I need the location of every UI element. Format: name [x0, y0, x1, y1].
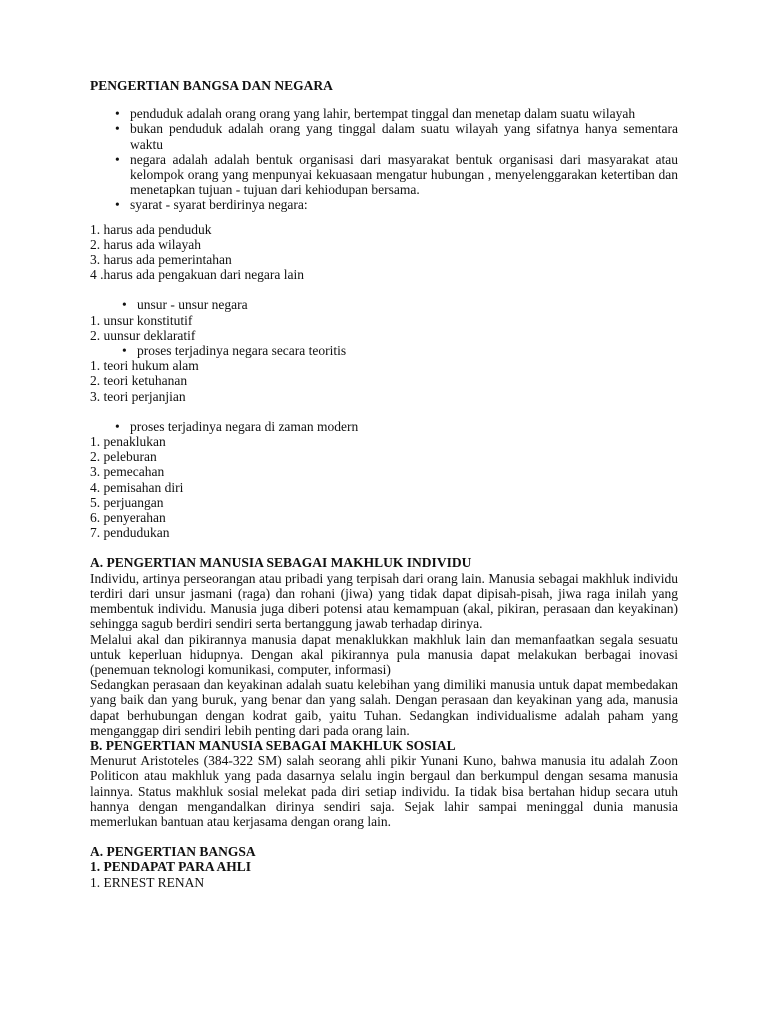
list-item: 1. teori hukum alam — [90, 358, 199, 374]
subsection-heading: 1. PENDAPAT PARA AHLI — [90, 859, 252, 875]
section-heading: A. PENGERTIAN BANGSA — [90, 844, 256, 860]
section-heading: B. PENGERTIAN MANUSIA SEBAGAI MAKHLUK SOSIAL — [90, 737, 456, 753]
list-item: 1. ERNEST RENAN — [90, 874, 205, 890]
list-item: 1. unsur konstitutif — [90, 312, 193, 328]
bullet-item: • proses terjadinya negara di zaman modern — [115, 418, 359, 434]
bullet-icon: • — [115, 197, 120, 213]
bullet-item: • penduduk adalah orang orang yang lahir, bertempat tinggal dan menetap dalam suatu wilayah — [115, 106, 636, 122]
list-item: 4 .harus ada pengakuan dari negara lain — [90, 267, 305, 283]
list-item: 3. teori perjanjian — [90, 388, 186, 404]
bullet-item: • syarat - syarat berdirinya negara: — [115, 197, 308, 213]
bullet-icon: • — [115, 151, 120, 167]
bullet-item: • proses terjadinya negara secara teoritis — [122, 343, 347, 359]
paragraph: Menurut Aristoteles (384-322 SM) salah seorang ahli pikir Yunani Kuno, bahwa manusia itu adalah Zoon Politicon atau makhluk yang pada dasarnya selalu ingin bergaul dan berkumpul dengan sesama manusia lainnya. Status makhluk sosial melekat pada diri setiap individu. Ia tidak bisa bertahan hidup secara utuh hannya dengan mengandalkan dirinya sendiri saja. Sejak lahir sampai meninggal dunia manusia memerlukan bantuan atau kerjasama dengan orang lain. — [90, 753, 678, 829]
bullet-item: • unsur - unsur negara — [122, 297, 248, 313]
bullet-icon: • — [115, 418, 120, 434]
list-item: 2. teori ketuhanan — [90, 373, 188, 389]
list-item: 2. harus ada wilayah — [90, 236, 201, 252]
bullet-item: • negara adalah adalah bentuk organisasi dari masyarakat bentuk organisasi dari masyarakat atau kelompok orang yang menpunyai kekuasaan mengatur hubungan , menyelenggarakan ketertiban dan menetapkan tujuan - tujuan dari kehiodupan bersama. — [115, 151, 678, 198]
list-item: 3. harus ada pemerintahan — [90, 252, 232, 268]
list-item: 1. penaklukan — [90, 434, 166, 450]
list-item: 3. pemecahan — [90, 464, 165, 480]
paragraph: Sedangkan perasaan dan keyakinan adalah suatu kelebihan yang dimiliki manusia untuk dapat membedakan yang baik dan yang buruk, yang benar dan yang salah. Dengan perasaan dan keyakinan yang ada, manusia dapat berhubungan dengan kodrat gaib, yaitu Tuhan. Sedangkan individualisme adalah paham yang menganggap diri sendiri lebih penting dari pada orang lain. — [90, 677, 678, 738]
bullet-icon: • — [115, 121, 120, 137]
document-page — [90, 78, 678, 890]
list-item: 2. peleburan — [90, 449, 157, 465]
bullet-item: • bukan penduduk adalah orang yang tinggal dalam suatu wilayah yang sifatnya hanya sementara waktu — [115, 121, 678, 152]
list-item: 5. perjuangan — [90, 494, 164, 510]
list-item: 2. uunsur deklaratif — [90, 327, 196, 343]
paragraph: Individu, artinya perseorangan atau pribadi yang terpisah dari orang lain. Manusia sebagai makhluk individu terdiri dari unsur jasmani (raga) dan rohani (jiwa) yang tidak dapat dipisah-pisah, jiwa raga inilah yang membentuk individu. Manusia juga diberi potensi atau kemampuan (akal, pikiran, perasaan dan keyakinan) sehingga sagub berdiri sendiri serta bertanggung jawab terhadap dirinya. — [90, 570, 678, 632]
bullet-icon: • — [115, 106, 120, 122]
section-heading: A. PENGERTIAN MANUSIA SEBAGAI MAKHLUK INDIVIDU — [90, 555, 472, 571]
paragraph: Melalui akal dan pikirannya manusia dapat menaklukkan makhluk lain dan memanfaatkan segala sesuatu untuk keperluan hidupnya. Dengan akal pikirannya pula manusia dapat melakukan berbagai inovasi (penemuan teknologi komunikasi, computer, informasi) — [90, 631, 678, 677]
list-item: 1. harus ada penduduk — [90, 221, 212, 237]
bullet-icon: • — [122, 297, 127, 313]
list-item: 4. pemisahan diri — [90, 479, 184, 495]
bullet-icon: • — [122, 343, 127, 359]
list-item: 7. pendudukan — [90, 525, 170, 541]
document-title: PENGERTIAN BANGSA DAN NEGARA — [90, 78, 333, 93]
list-item: 6. penyerahan — [90, 510, 166, 526]
